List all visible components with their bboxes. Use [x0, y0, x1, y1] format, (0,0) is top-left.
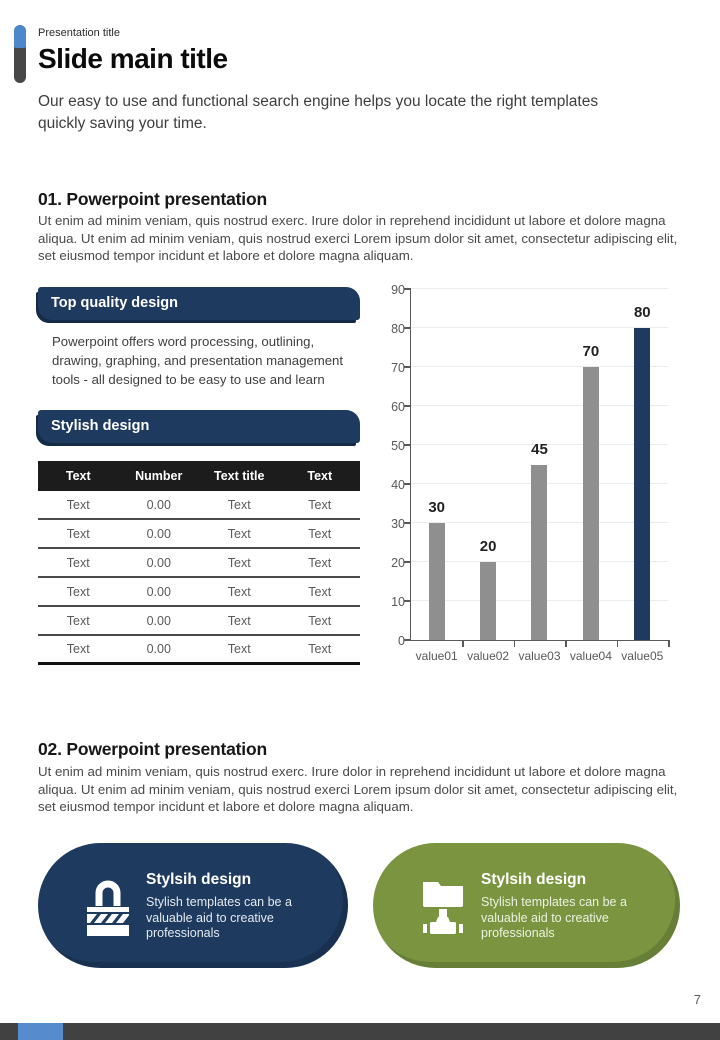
folder-network-icon — [419, 874, 467, 936]
y-axis-tick — [404, 366, 411, 368]
card-body: Stylish templates can be a valuable aid to creative professionals — [146, 895, 292, 940]
footer-accent-block — [18, 1023, 63, 1040]
y-axis-tick — [404, 561, 411, 563]
table-cell: Text — [308, 613, 332, 628]
slide-marker-pill — [14, 25, 26, 83]
x-axis-label: value02 — [467, 649, 510, 663]
table-row — [38, 607, 360, 636]
y-axis-tick — [404, 483, 411, 485]
table-cell: 0.00 — [146, 584, 171, 599]
bar-chart — [392, 283, 684, 683]
x-axis-label: value04 — [569, 649, 612, 663]
table-cell: Text — [66, 526, 90, 541]
slide-main-title: Slide main title — [38, 43, 228, 74]
chart-slot — [514, 290, 565, 663]
bar-value-label: 70 — [582, 343, 600, 360]
footer-bar — [0, 1023, 720, 1040]
y-axis-label: 50 — [391, 439, 405, 453]
table-row — [38, 549, 360, 578]
lock-icon — [84, 874, 132, 936]
table-header-cell: Number — [135, 469, 183, 483]
table-body — [38, 491, 360, 665]
x-axis-label: value03 — [518, 649, 561, 663]
y-axis-label: 70 — [391, 361, 405, 375]
callout-body-text: Powerpoint offers word processing, outlining, drawing, graphing, and presentation management tools - all designed to be easy to use and learn — [52, 334, 344, 387]
y-axis-tick — [404, 327, 411, 329]
table-header-row — [38, 461, 360, 491]
bar — [480, 562, 496, 640]
callout-banner-stylish — [38, 410, 360, 443]
table-cell: Text — [66, 642, 90, 656]
chart-slot — [462, 290, 513, 663]
table-cell: Text — [308, 526, 332, 541]
bar — [634, 328, 650, 640]
section-2-body: Ut enim ad minim veniam, quis nostrud exerc. Irure dolor in reprehend incididunt ut labore et dolore magna aliqua. Ut enim ad minim veniam, quis nostrud exerci Lorem ipsum dolor sit amet, consectetur adipiscing elit, set eiusmod tempor incidunt et labore et dolore magna aliquam. — [38, 764, 678, 814]
table-cell: 0.00 — [146, 526, 171, 541]
y-axis-label: 20 — [391, 556, 405, 570]
table-cell: Text — [227, 584, 251, 599]
section-2-heading: 02. Powerpoint presentation — [38, 739, 267, 759]
slide-subtitle: Our easy to use and functional search engine helps you locate the right templates quickly saving your time. — [38, 93, 599, 132]
table-row — [38, 491, 360, 520]
table-row — [38, 578, 360, 607]
table-cell: 0.00 — [146, 613, 171, 628]
bar-value-label: 80 — [633, 304, 651, 321]
y-axis-tick — [404, 522, 411, 524]
y-axis-tick — [404, 639, 411, 641]
data-table — [38, 461, 360, 665]
callout-banner-label: Stylish design — [51, 418, 150, 434]
presentation-title: Presentation title — [38, 27, 120, 39]
table-row — [38, 520, 360, 549]
bar-value-label: 45 — [531, 440, 548, 458]
table-cell: Text — [308, 642, 332, 656]
y-axis-tick — [404, 288, 411, 290]
y-axis-label: 30 — [391, 517, 405, 531]
card-title: Stylsih design — [146, 871, 252, 888]
table-cell: Text — [227, 555, 251, 570]
table-row — [38, 636, 360, 665]
slide-marker-accent — [14, 25, 26, 48]
chart-gridline — [411, 288, 668, 289]
y-axis-tick — [404, 600, 411, 602]
section-1-heading: 01. Powerpoint presentation — [38, 189, 267, 209]
bar — [531, 465, 547, 641]
y-axis-tick — [404, 405, 411, 407]
bar — [429, 523, 445, 640]
chart-slot — [565, 290, 616, 663]
x-axis-tick — [617, 640, 619, 647]
table-cell: 0.00 — [146, 555, 171, 570]
table-cell: Text — [227, 613, 251, 628]
bar — [583, 367, 599, 640]
y-axis-label: 0 — [398, 634, 405, 648]
page-number: 7 — [693, 992, 701, 1007]
table-cell: Text — [227, 642, 251, 656]
table-cell: Text — [227, 526, 251, 541]
y-axis-tick — [404, 444, 411, 446]
table-cell: Text — [66, 613, 90, 628]
x-axis-tick — [514, 640, 516, 647]
x-axis-tick — [668, 640, 670, 647]
table-header-cell: Text — [307, 469, 333, 483]
bar-value-label: 20 — [479, 538, 497, 555]
chart-plot — [391, 283, 668, 663]
table-header-cell: Text title — [214, 469, 265, 483]
y-axis-label: 60 — [391, 400, 405, 414]
table-cell: Text — [227, 497, 251, 512]
table-cell: 0.00 — [146, 497, 171, 512]
card-title: Stylsih design — [481, 871, 587, 888]
table-cell: Text — [308, 497, 332, 512]
table-cell: Text — [66, 555, 90, 570]
chart-slot — [617, 290, 668, 663]
chart-slot — [411, 290, 462, 663]
table-cell: Text — [308, 584, 332, 599]
card-body: Stylish templates can be a valuable aid to creative professionals — [481, 895, 627, 940]
y-axis-label: 80 — [391, 322, 405, 336]
y-axis-label: 90 — [391, 283, 405, 297]
table-header-cell: Text — [65, 469, 91, 483]
table-cell: Text — [66, 584, 90, 599]
y-axis-label: 10 — [391, 595, 405, 609]
feature-card-green — [373, 843, 680, 968]
table-cell: 0.00 — [146, 642, 171, 656]
table-cell: Text — [66, 497, 90, 512]
x-axis-label: value05 — [621, 649, 664, 663]
x-axis-tick — [462, 640, 464, 647]
section-1-body: Ut enim ad minim veniam, quis nostrud exerc. Irure dolor in reprehend incididunt ut labore et dolore magna aliqua. Ut enim ad minim veniam, quis nostrud exerci Lorem ipsum dolor sit amet, consectetur adipiscing elit, set eiusmod tempor incidunt et labore et dolore magna aliquam. — [38, 213, 678, 263]
y-axis-label: 40 — [391, 478, 405, 492]
x-axis-label: value01 — [415, 649, 458, 663]
callout-banner-label: Top quality design — [51, 295, 179, 311]
feature-card-navy — [38, 843, 348, 968]
bar-value-label: 30 — [428, 499, 446, 516]
callout-banner-top-quality — [38, 287, 360, 320]
table-cell: Text — [308, 555, 332, 570]
x-axis-tick — [565, 640, 567, 647]
